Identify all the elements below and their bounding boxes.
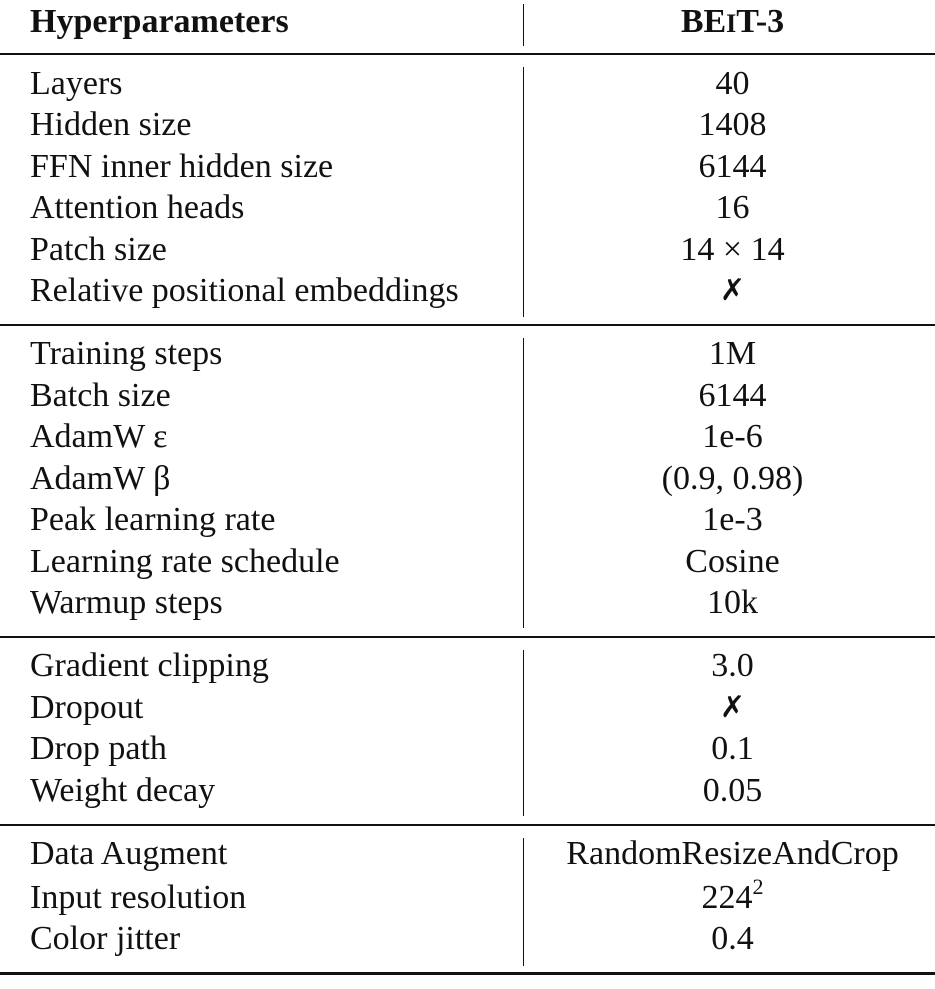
row-label: AdamW ε [30, 418, 168, 455]
group-rule [0, 824, 935, 826]
row-value: 0.4 [711, 920, 754, 957]
row-value: 1e-6 [702, 418, 763, 455]
cross-mark-icon: ✗ [719, 273, 746, 308]
row-label: Weight decay [30, 772, 216, 809]
column-divider [523, 338, 524, 628]
row-value: 14 × 14 [680, 231, 785, 268]
group-rule [0, 324, 935, 326]
row-label: Data Augment [30, 835, 228, 872]
row-value: Cosine [685, 543, 780, 580]
row-label: Attention heads [30, 189, 245, 226]
row-value: 6144 [698, 377, 767, 414]
header-rule [0, 53, 935, 55]
row-label: Drop path [30, 730, 167, 767]
column-divider [523, 838, 524, 966]
header-model-name: BEIT-3 [680, 3, 785, 40]
bottom-rule [0, 972, 935, 975]
row-label: AdamW β [30, 460, 171, 497]
row-label: Dropout [30, 689, 144, 726]
row-label: Learning rate schedule [30, 543, 340, 580]
column-divider [523, 67, 524, 317]
cross-mark-icon: ✗ [719, 690, 746, 725]
row-value: 10k [707, 584, 758, 621]
row-value: 40 [715, 65, 750, 102]
row-value: (0.9, 0.98) [661, 460, 804, 497]
row-value: 1e-3 [702, 501, 763, 538]
row-value: 6144 [698, 148, 767, 185]
row-value: 16 [715, 189, 750, 226]
row-label: Input resolution [30, 879, 247, 916]
row-value: 0.1 [711, 730, 754, 767]
row-label: Hidden size [30, 106, 192, 143]
row-value: 0.05 [702, 772, 763, 809]
row-label: Gradient clipping [30, 647, 269, 684]
row-label: FFN inner hidden size [30, 148, 334, 185]
row-value: 1408 [698, 106, 767, 143]
row-label: Color jitter [30, 920, 181, 957]
row-value: 1M [708, 335, 757, 372]
row-label: Layers [30, 65, 123, 102]
column-divider [523, 4, 524, 46]
row-value: RandomResizeAndCrop [566, 835, 899, 872]
header-hyperparameters: Hyperparameters [30, 3, 289, 40]
row-value: 3.0 [711, 647, 754, 684]
column-divider [523, 650, 524, 816]
row-value: $224^2$ [701, 874, 764, 916]
row-label: Peak learning rate [30, 501, 276, 538]
row-label: Training steps [30, 335, 223, 372]
row-label: Relative positional embeddings [30, 272, 459, 309]
row-label: Patch size [30, 231, 167, 268]
row-label: Batch size [30, 377, 171, 414]
row-label: Warmup steps [30, 584, 223, 621]
group-rule [0, 636, 935, 638]
